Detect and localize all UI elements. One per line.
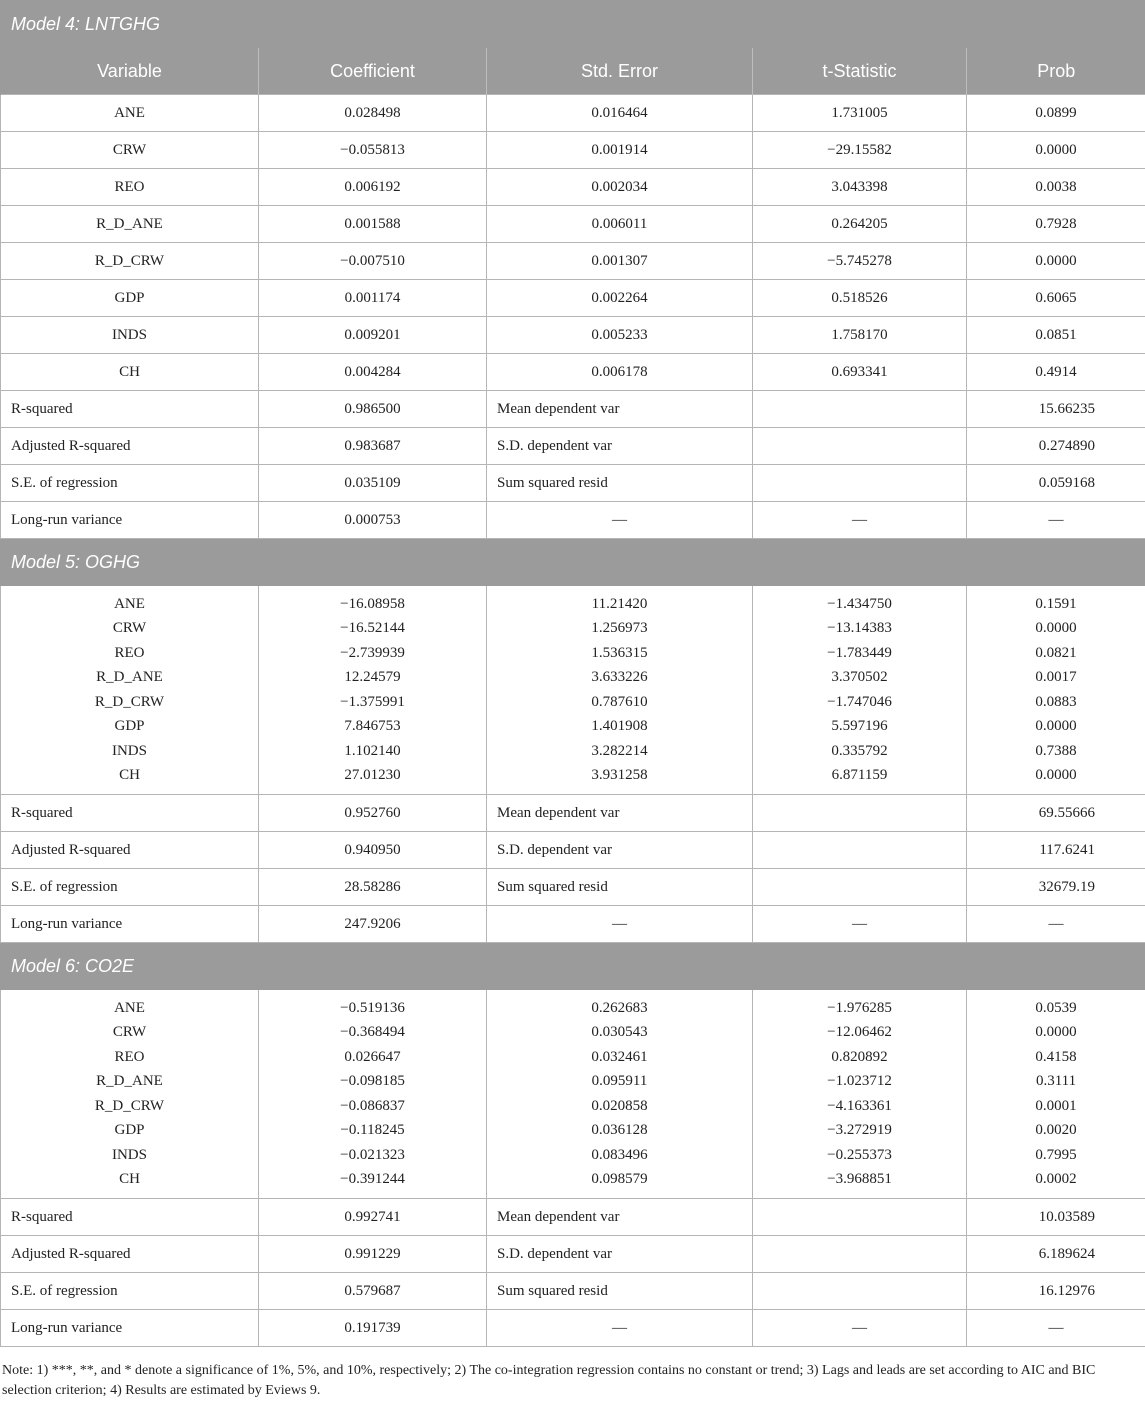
table-cell: 0.098579 [487, 1168, 753, 1199]
stat-cell: Long-run variance [1, 906, 259, 943]
table-row [1, 690, 1145, 715]
stat-cell [753, 1236, 967, 1273]
stat-cell: R-squared [1, 391, 259, 428]
table-cell: GDP [1, 715, 259, 740]
table-cell: 0.030543 [487, 1021, 753, 1046]
stat-cell: 117.6241 [967, 832, 1145, 869]
table-cell: 1.102140 [259, 739, 487, 764]
model-title: Model 6: CO2E [1, 943, 1145, 990]
table-row [1, 243, 1145, 280]
table-cell: 0.0000 [967, 1021, 1145, 1046]
table-row [1, 95, 1145, 132]
table-cell: −4.163361 [753, 1094, 967, 1119]
table-row [1, 280, 1145, 317]
table-cell: −2.739939 [259, 641, 487, 666]
stat-cell: Adjusted R-squared [1, 428, 259, 465]
stat-cell: Mean dependent var [487, 1199, 753, 1236]
table-cell: 0.262683 [487, 990, 753, 1021]
stat-cell: 0.000753 [259, 502, 487, 539]
table-cell: CH [1, 1168, 259, 1199]
table-row [1, 715, 1145, 740]
table-row [1, 1094, 1145, 1119]
table-cell: 0.001174 [259, 280, 487, 317]
stat-cell: R-squared [1, 795, 259, 832]
table-cell: 0.518526 [753, 280, 967, 317]
table-cell: 0.1591 [967, 586, 1145, 617]
table-cell: 0.0851 [967, 317, 1145, 354]
table-cell: 3.370502 [753, 666, 967, 691]
table-cell: 1.536315 [487, 641, 753, 666]
table-cell: R_D_ANE [1, 1070, 259, 1095]
table-cell: ANE [1, 586, 259, 617]
stat-cell: — [487, 906, 753, 943]
table-cell: 0.006192 [259, 169, 487, 206]
table-cell: 7.846753 [259, 715, 487, 740]
table-cell: 0.0000 [967, 715, 1145, 740]
table-cell: 0.0020 [967, 1119, 1145, 1144]
stat-cell: 32679.19 [967, 869, 1145, 906]
table-cell: 0.002034 [487, 169, 753, 206]
stat-cell: 16.12976 [967, 1273, 1145, 1310]
table-cell: −12.06462 [753, 1021, 967, 1046]
stat-cell: 0.983687 [259, 428, 487, 465]
table-row [1, 1021, 1145, 1046]
table-cell: CRW [1, 1021, 259, 1046]
table-cell: −1.375991 [259, 690, 487, 715]
table-cell: 0.009201 [259, 317, 487, 354]
table-cell: 0.0899 [967, 95, 1145, 132]
table-cell: 0.0539 [967, 990, 1145, 1021]
table-cell: INDS [1, 1143, 259, 1168]
stat-cell: — [967, 1310, 1145, 1347]
table-cell: 0.4158 [967, 1045, 1145, 1070]
stat-cell: 0.579687 [259, 1273, 487, 1310]
table-cell: −29.15582 [753, 132, 967, 169]
table-cell: 0.0038 [967, 169, 1145, 206]
stat-cell: — [487, 502, 753, 539]
table-row [1, 990, 1145, 1021]
stat-cell: Adjusted R-squared [1, 1236, 259, 1273]
stat-cell: S.D. dependent var [487, 832, 753, 869]
stat-cell: R-squared [1, 1199, 259, 1236]
table-cell: 11.21420 [487, 586, 753, 617]
table-cell: CH [1, 354, 259, 391]
stat-row [1, 869, 1145, 906]
table-cell: 0.820892 [753, 1045, 967, 1070]
stat-cell: S.D. dependent var [487, 428, 753, 465]
table-row [1, 354, 1145, 391]
table-row [1, 169, 1145, 206]
table-cell: −1.747046 [753, 690, 967, 715]
table-cell: −0.118245 [259, 1119, 487, 1144]
table-cell: REO [1, 641, 259, 666]
stat-cell [753, 428, 967, 465]
table-cell: ANE [1, 95, 259, 132]
table-cell: 0.005233 [487, 317, 753, 354]
table-cell: 0.006011 [487, 206, 753, 243]
stat-row [1, 428, 1145, 465]
column-header: Prob [967, 48, 1145, 95]
model4-title-row [1, 1, 1145, 48]
table-cell: R_D_CRW [1, 243, 259, 280]
stat-row [1, 1236, 1145, 1273]
table-cell: 0.0001 [967, 1094, 1145, 1119]
table-cell: CH [1, 764, 259, 795]
stat-row [1, 502, 1145, 539]
table-cell: −1.434750 [753, 586, 967, 617]
stat-cell: 0.952760 [259, 795, 487, 832]
column-header: t-Statistic [753, 48, 967, 95]
table-cell: R_D_CRW [1, 690, 259, 715]
column-header: Std. Error [487, 48, 753, 95]
stat-cell: 10.03589 [967, 1199, 1145, 1236]
table-row [1, 1045, 1145, 1070]
stat-row [1, 1273, 1145, 1310]
table-cell: 0.020858 [487, 1094, 753, 1119]
stat-cell: Adjusted R-squared [1, 832, 259, 869]
model-title: Model 5: OGHG [1, 539, 1145, 586]
table-cell: 0.083496 [487, 1143, 753, 1168]
table-cell: 1.401908 [487, 715, 753, 740]
stat-cell: Mean dependent var [487, 795, 753, 832]
table-cell: 0.028498 [259, 95, 487, 132]
stat-row [1, 906, 1145, 943]
table-cell: 1.731005 [753, 95, 967, 132]
table-cell: −1.783449 [753, 641, 967, 666]
table-cell: 3.043398 [753, 169, 967, 206]
table-cell: −3.272919 [753, 1119, 967, 1144]
table-cell: 0.3111 [967, 1070, 1145, 1095]
table-cell: 0.002264 [487, 280, 753, 317]
table-cell: 0.0883 [967, 690, 1145, 715]
table-row [1, 739, 1145, 764]
table-cell: −0.255373 [753, 1143, 967, 1168]
table-cell: 0.264205 [753, 206, 967, 243]
table-cell: 0.0000 [967, 617, 1145, 642]
stat-cell [753, 1273, 967, 1310]
table-cell: −0.086837 [259, 1094, 487, 1119]
table-cell: ANE [1, 990, 259, 1021]
stat-cell: Long-run variance [1, 502, 259, 539]
column-header: Variable [1, 48, 259, 95]
table-cell: 0.693341 [753, 354, 967, 391]
table-cell: 0.032461 [487, 1045, 753, 1070]
table-row [1, 317, 1145, 354]
table-row [1, 617, 1145, 642]
table-cell: −3.968851 [753, 1168, 967, 1199]
stat-row [1, 1310, 1145, 1347]
table-row [1, 132, 1145, 169]
stat-cell: S.E. of regression [1, 1273, 259, 1310]
table-cell: −0.007510 [259, 243, 487, 280]
table-cell: −0.368494 [259, 1021, 487, 1046]
stat-cell: S.E. of regression [1, 869, 259, 906]
stat-cell [753, 391, 967, 428]
table-cell: 0.4914 [967, 354, 1145, 391]
stat-cell: — [967, 906, 1145, 943]
table-cell: GDP [1, 280, 259, 317]
table-row [1, 1168, 1145, 1199]
table-cell: 0.016464 [487, 95, 753, 132]
table-cell: 1.256973 [487, 617, 753, 642]
stat-cell: 247.9206 [259, 906, 487, 943]
stat-cell: S.E. of regression [1, 465, 259, 502]
stat-cell: 28.58286 [259, 869, 487, 906]
table-cell: −0.055813 [259, 132, 487, 169]
stat-cell: Long-run variance [1, 1310, 259, 1347]
table-cell: 0.7995 [967, 1143, 1145, 1168]
stat-cell: 0.991229 [259, 1236, 487, 1273]
stat-cell [753, 832, 967, 869]
table-cell: 0.0000 [967, 243, 1145, 280]
table-cell: INDS [1, 317, 259, 354]
stat-cell: — [753, 906, 967, 943]
table-cell: −16.08958 [259, 586, 487, 617]
table-cell: 0.0000 [967, 764, 1145, 795]
stat-cell: 69.55666 [967, 795, 1145, 832]
stat-row [1, 465, 1145, 502]
table-cell: −16.52144 [259, 617, 487, 642]
table-cell: −1.976285 [753, 990, 967, 1021]
table-cell: 0.0017 [967, 666, 1145, 691]
stat-cell: Sum squared resid [487, 465, 753, 502]
table-cell: 5.597196 [753, 715, 967, 740]
table-row [1, 1119, 1145, 1144]
table-cell: 27.01230 [259, 764, 487, 795]
table-cell: GDP [1, 1119, 259, 1144]
stat-cell: — [753, 1310, 967, 1347]
stat-cell: 0.940950 [259, 832, 487, 869]
table-cell: 6.871159 [753, 764, 967, 795]
table-cell: 0.787610 [487, 690, 753, 715]
stat-cell: Sum squared resid [487, 1273, 753, 1310]
stat-cell [753, 465, 967, 502]
table-row [1, 666, 1145, 691]
table-cell: 0.335792 [753, 739, 967, 764]
model-title: Model 4: LNTGHG [1, 1, 1145, 48]
table-cell: 0.7388 [967, 739, 1145, 764]
stat-cell: Sum squared resid [487, 869, 753, 906]
stat-cell: 0.035109 [259, 465, 487, 502]
table-cell: 0.004284 [259, 354, 487, 391]
table-cell: R_D_ANE [1, 206, 259, 243]
column-header-row [1, 48, 1145, 95]
table-cell: R_D_ANE [1, 666, 259, 691]
stat-cell: 0.992741 [259, 1199, 487, 1236]
table-row [1, 586, 1145, 617]
stat-row [1, 1199, 1145, 1236]
model6-title-row [1, 943, 1145, 990]
stat-cell: 15.66235 [967, 391, 1145, 428]
table-cell: REO [1, 169, 259, 206]
stat-cell [753, 869, 967, 906]
table-cell: −13.14383 [753, 617, 967, 642]
table-cell: 0.0002 [967, 1168, 1145, 1199]
table-cell: 0.6065 [967, 280, 1145, 317]
table-cell: −5.745278 [753, 243, 967, 280]
table-cell: −0.391244 [259, 1168, 487, 1199]
table-cell: 1.758170 [753, 317, 967, 354]
table-cell: 0.026647 [259, 1045, 487, 1070]
table-cell: 0.001588 [259, 206, 487, 243]
table-cell: −0.021323 [259, 1143, 487, 1168]
table-cell: INDS [1, 739, 259, 764]
table-cell: 3.633226 [487, 666, 753, 691]
table-cell: 0.7928 [967, 206, 1145, 243]
table-cell: 3.282214 [487, 739, 753, 764]
table-cell: 0.001307 [487, 243, 753, 280]
table-row [1, 641, 1145, 666]
stat-cell: — [967, 502, 1145, 539]
table-cell: 0.001914 [487, 132, 753, 169]
table-cell: 0.036128 [487, 1119, 753, 1144]
table-row [1, 1143, 1145, 1168]
stat-cell [753, 1199, 967, 1236]
stat-cell: 0.191739 [259, 1310, 487, 1347]
table-cell: 0.095911 [487, 1070, 753, 1095]
table-note: Note: 1) ***, **, and * denote a significance of 1%, 5%, and 10%, respectively; 2) The co-integration regression contains no constant or trend; 3) Lags and leads are set according to AIC and BIC selection criterion; 4) Results are estimated by Eviews 9. [2, 1363, 1096, 1398]
table-cell: 3.931258 [487, 764, 753, 795]
table-cell: −1.023712 [753, 1070, 967, 1095]
stat-cell: — [753, 502, 967, 539]
stat-cell: 0.274890 [967, 428, 1145, 465]
table-row [1, 764, 1145, 795]
table-cell: 0.0000 [967, 132, 1145, 169]
table-cell: 12.24579 [259, 666, 487, 691]
table-cell: 0.0821 [967, 641, 1145, 666]
stat-cell: 6.189624 [967, 1236, 1145, 1273]
stat-row [1, 795, 1145, 832]
stat-cell: S.D. dependent var [487, 1236, 753, 1273]
table-cell: −0.098185 [259, 1070, 487, 1095]
stat-cell: Mean dependent var [487, 391, 753, 428]
stat-cell [753, 795, 967, 832]
table-cell: 0.006178 [487, 354, 753, 391]
model5-title-row [1, 539, 1145, 586]
stat-cell: 0.986500 [259, 391, 487, 428]
table-row [1, 1070, 1145, 1095]
table-cell: −0.519136 [259, 990, 487, 1021]
stat-row [1, 832, 1145, 869]
stat-cell: 0.059168 [967, 465, 1145, 502]
table-cell: REO [1, 1045, 259, 1070]
table-row [1, 206, 1145, 243]
column-header: Coefficient [259, 48, 487, 95]
table-cell: R_D_CRW [1, 1094, 259, 1119]
stat-cell: — [487, 1310, 753, 1347]
table-cell: CRW [1, 132, 259, 169]
stat-row [1, 391, 1145, 428]
table-cell: CRW [1, 617, 259, 642]
